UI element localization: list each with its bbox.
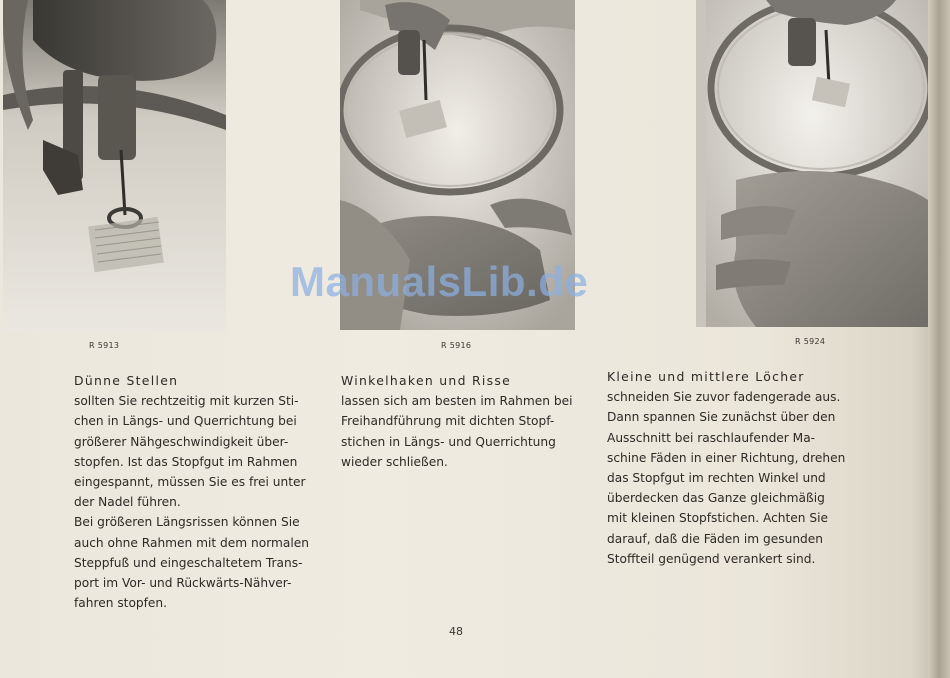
watermark-text: ManualsLib.de — [290, 258, 589, 305]
text-line: größerer Nähgeschwindigkeit über- — [74, 434, 289, 449]
text-line: mit kleinen Stopfstichen. Achten Sie — [607, 511, 829, 526]
section-duenne-stellen — [74, 371, 324, 613]
text-line: darauf, daß die Fäden im gesunden — [607, 531, 824, 546]
section-heading: Dünne Stellen — [74, 373, 179, 388]
page-number: 48 — [449, 625, 463, 638]
hoop-patch-darning-photo — [696, 0, 928, 327]
text-line: lassen sich am besten im Rahmen bei — [341, 394, 573, 409]
figure-caption-1: R 5913 — [89, 341, 120, 350]
sewing-machine-darning-photo — [3, 0, 226, 333]
text-line: Freihandführung mit dichten Stopf- — [341, 414, 555, 429]
section-kleine-loecher — [607, 367, 857, 569]
text-line: Ausschnitt bei raschlaufender Ma- — [607, 430, 816, 445]
text-line: port im Vor- und Rückwärts-Nähver- — [74, 576, 292, 591]
section-heading: Winkelhaken und Risse — [341, 373, 512, 388]
text-line: das Stopfgut im rechten Winkel und — [607, 471, 826, 486]
text-line: überdecken das Ganze gleichmäßig — [607, 491, 825, 506]
book-spine-edge — [928, 0, 950, 678]
figure-photo-1 — [3, 0, 226, 333]
text-line: schine Fäden in einer Richtung, drehen — [607, 450, 846, 465]
text-line: der Nadel führen. — [74, 495, 181, 510]
text-line: stopfen. Ist das Stopfgut im Rahmen — [74, 454, 298, 469]
text-line: wieder schließen. — [341, 454, 448, 469]
text-line: chen in Längs- und Querrichtung bei — [74, 414, 297, 429]
text-line: schneiden Sie zuvor fadengerade aus. — [607, 390, 841, 405]
text-line: Bei größeren Längsrissen können Sie — [74, 515, 300, 530]
text-line: Steppfuß und eingeschaltetem Trans- — [74, 555, 303, 570]
text-line: Dann spannen Sie zunächst über den — [607, 410, 836, 425]
text-line: eingespannt, müssen Sie es frei unter — [74, 475, 306, 490]
text-line: fahren stopfen. — [74, 596, 168, 611]
section-winkelhaken — [341, 371, 591, 472]
figure-photo-3 — [696, 0, 928, 327]
text-line: sollten Sie rechtzeitig mit kurzen Sti- — [74, 394, 299, 409]
text-line: stichen in Längs- und Querrichtung — [341, 434, 556, 449]
text-line: Stoffteil genügend verankert sind. — [607, 551, 816, 566]
figure-caption-3: R 5924 — [795, 337, 826, 346]
figure-caption-2: R 5916 — [441, 341, 472, 350]
text-line: auch ohne Rahmen mit dem normalen — [74, 535, 309, 550]
section-heading: Kleine und mittlere Löcher — [607, 369, 805, 384]
